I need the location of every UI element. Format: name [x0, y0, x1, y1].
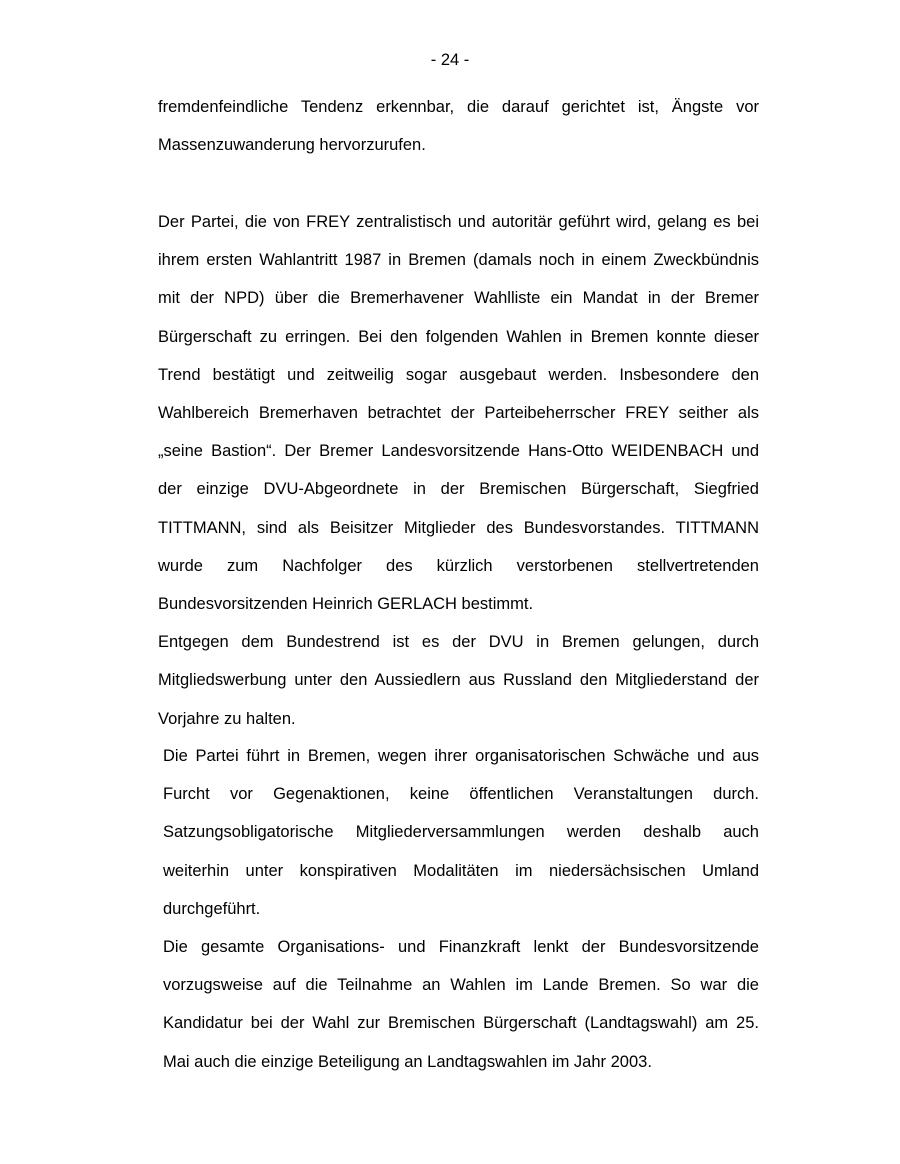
- paragraph-elections: Die gesamte Organisations- und Finanzkraft lenkt der Bundesvorsitzende vorzugsweise auf die Teilnahme an Wahlen im Lande Bremen. So war die Kandidatur bei der Wahl zur Bremischen Bürgerschaft (Landtagswahl) am 25. Mai auch die einzige Beteiligung an Landtagswahlen im Jahr 2003.: [163, 938, 759, 1071]
- text-block-indented: [163, 737, 759, 1081]
- paragraph-continuation: fremdenfeindliche Tendenz erkennbar, die darauf gerichtet ist, Ängste vor Massenzuwanderung hervorzurufen.: [158, 98, 759, 155]
- paragraph-party-history: Der Partei, die von FREY zentralistisch und autoritär geführt wird, gelang es bei ihrem ersten Wahlantritt 1987 in Bremen (damals noch in einem Zweckbündnis mit der NPD) über die Bremerhavener Wahlliste ein Mandat in der Bremer Bürgerschaft zu erringen. Bei den folgenden Wahlen in Bremen konnte dieser Trend bestätigt und zeitweilig sogar ausgebaut werden. Insbesondere den Wahlbereich Bremerhaven betrachtet der Parteibeherrscher FREY seither als „seine Bastion“. Der Bremer Landesvorsitzende Hans-Otto WEIDENBACH und der einzige DVU-Abgeordnete in der Bremischen Bürgerschaft, Siegfried TITTMANN, sind als Beisitzer Mitglieder des Bundesvorstandes. TITTMANN wurde zum Nachfolger des kürzlich verstorbenen stellvertretenden Bundesvorsitzenden Heinrich GERLACH bestimmt.: [158, 213, 759, 614]
- page-number: - 24 -: [430, 51, 470, 69]
- paragraph-activities: Die Partei führt in Bremen, wegen ihrer organisatorischen Schwäche und aus Furcht vor Gegenaktionen, keine öffentlichen Veranstaltungen durch. Satzungsobligatorische Mitgliederversammlungen werden deshalb auch weiterhin unter konspirativen Modalitäten im niedersächsischen Umland durchgeführt.: [163, 747, 759, 918]
- text-block-main: [158, 203, 759, 738]
- paragraph-membership: Entgegen dem Bundestrend ist es der DVU in Bremen gelungen, durch Mitgliedswerbung unter den Aussiedlern aus Russland den Mitgliederstand der Vorjahre zu halten.: [158, 633, 759, 728]
- text-block-continuation: [158, 88, 759, 164]
